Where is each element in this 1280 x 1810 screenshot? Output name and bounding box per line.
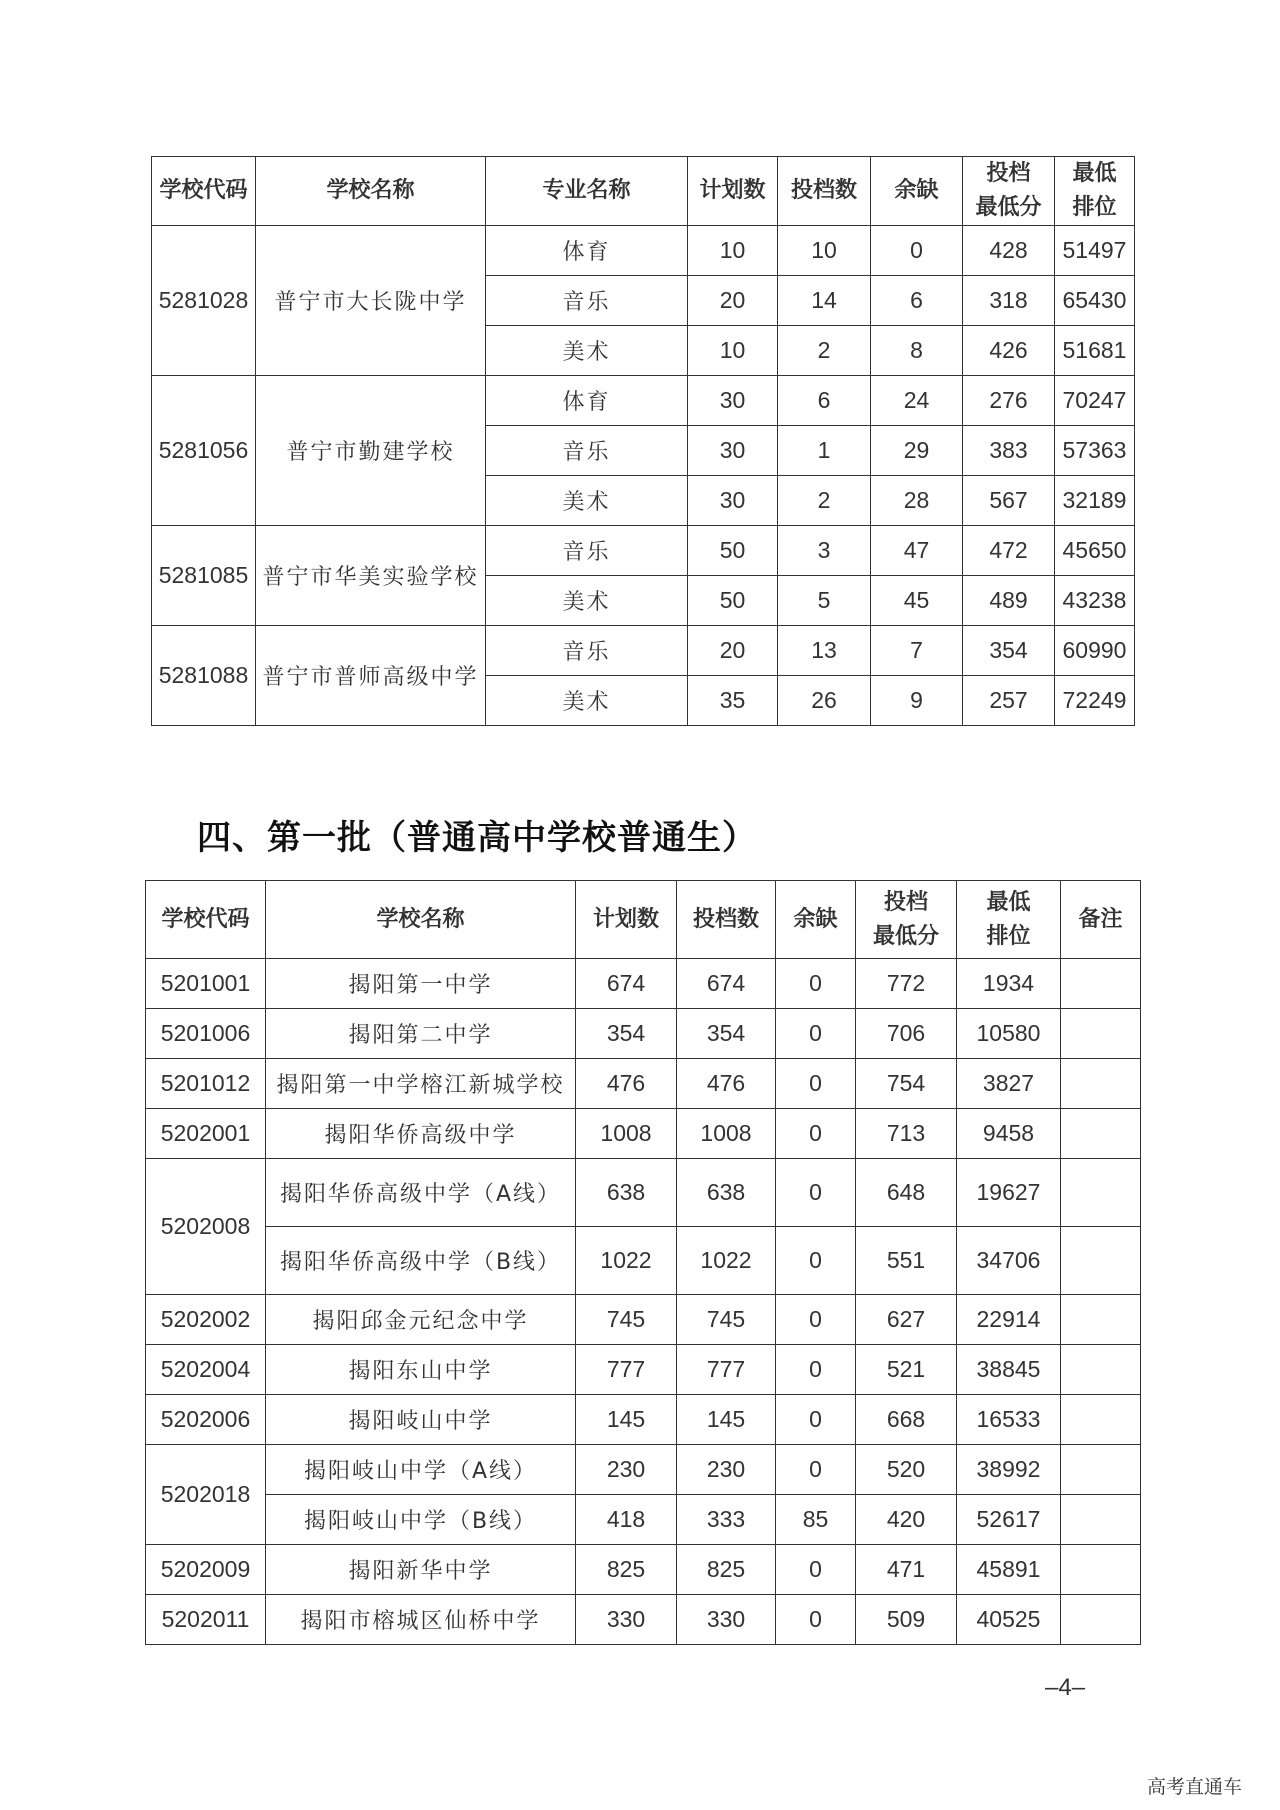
min-rank-cell: 72249	[1055, 676, 1135, 726]
admitted-cell: 476	[677, 1059, 776, 1109]
admitted-cell: 354	[677, 1009, 776, 1059]
note-cell	[1061, 1159, 1141, 1227]
table-row	[146, 1395, 1141, 1445]
plan-cell: 20	[688, 626, 778, 676]
note-cell	[1061, 1009, 1141, 1059]
plan-cell: 10	[688, 226, 778, 276]
school-name-cell: 普宁市勤建学校	[256, 376, 486, 526]
min-rank-cell: 51497	[1055, 226, 1135, 276]
min-score-cell: 428	[963, 226, 1055, 276]
plan-cell: 30	[688, 376, 778, 426]
major-cell: 音乐	[486, 626, 688, 676]
admitted-cell: 2	[778, 476, 871, 526]
min-score-cell: 472	[963, 526, 1055, 576]
note-cell	[1061, 1395, 1141, 1445]
min-rank-cell: 57363	[1055, 426, 1135, 476]
table-row	[146, 959, 1141, 1009]
header-plan: 计划数	[688, 157, 778, 226]
school-name-cell: 揭阳新华中学	[266, 1545, 576, 1595]
header-admitted: 投档数	[778, 157, 871, 226]
min-rank-cell: 3827	[957, 1059, 1061, 1109]
school-code-cell: 5281056	[152, 376, 256, 526]
header-remaining: 余缺	[776, 881, 856, 959]
min-rank-cell: 65430	[1055, 276, 1135, 326]
min-rank-cell: 1934	[957, 959, 1061, 1009]
plan-cell: 825	[576, 1545, 677, 1595]
table-header-row	[146, 881, 1141, 959]
note-cell	[1061, 1545, 1141, 1595]
remaining-cell: 6	[871, 276, 963, 326]
remaining-cell: 7	[871, 626, 963, 676]
school-name-cell: 揭阳岐山中学（A线）	[266, 1445, 576, 1495]
min-score-cell: 318	[963, 276, 1055, 326]
table-row	[146, 1545, 1141, 1595]
plan-cell: 418	[576, 1495, 677, 1545]
school-name-cell: 揭阳岐山中学（B线）	[266, 1495, 576, 1545]
table-row	[146, 1495, 1141, 1545]
table-row	[152, 526, 1135, 576]
note-cell	[1061, 1595, 1141, 1645]
major-cell: 音乐	[486, 526, 688, 576]
min-score-cell: 509	[856, 1595, 957, 1645]
table-row	[146, 1295, 1141, 1345]
table-row	[146, 1445, 1141, 1495]
min-score-cell: 713	[856, 1109, 957, 1159]
admitted-cell: 333	[677, 1495, 776, 1545]
min-rank-cell: 34706	[957, 1227, 1061, 1295]
note-cell	[1061, 1495, 1141, 1545]
school-code-cell: 5202018	[146, 1445, 266, 1545]
admitted-cell: 330	[677, 1595, 776, 1645]
major-cell: 美术	[486, 476, 688, 526]
note-cell	[1061, 1109, 1141, 1159]
major-cell: 音乐	[486, 426, 688, 476]
remaining-cell: 24	[871, 376, 963, 426]
school-name-cell: 揭阳市榕城区仙桥中学	[266, 1595, 576, 1645]
min-score-cell: 276	[963, 376, 1055, 426]
min-rank-cell: 9458	[957, 1109, 1061, 1159]
min-score-cell: 521	[856, 1345, 957, 1395]
school-code-cell: 5201012	[146, 1059, 266, 1109]
table-row	[146, 1345, 1141, 1395]
plan-cell: 1022	[576, 1227, 677, 1295]
note-cell	[1061, 959, 1141, 1009]
school-code-cell: 5202009	[146, 1545, 266, 1595]
min-rank-cell: 32189	[1055, 476, 1135, 526]
remaining-cell: 85	[776, 1495, 856, 1545]
header-min-rank: 最低 排位	[957, 881, 1061, 959]
header-school-code: 学校代码	[152, 157, 256, 226]
min-score-cell: 489	[963, 576, 1055, 626]
min-score-cell: 551	[856, 1227, 957, 1295]
plan-cell: 145	[576, 1395, 677, 1445]
min-score-cell: 754	[856, 1059, 957, 1109]
table-row	[146, 1059, 1141, 1109]
remaining-cell: 0	[776, 1227, 856, 1295]
table-row	[152, 626, 1135, 676]
remaining-cell: 47	[871, 526, 963, 576]
school-code-cell: 5202008	[146, 1159, 266, 1295]
school-name-cell: 普宁市普师高级中学	[256, 626, 486, 726]
min-rank-cell: 10580	[957, 1009, 1061, 1059]
min-rank-cell: 19627	[957, 1159, 1061, 1227]
header-min-score: 投档 最低分	[856, 881, 957, 959]
remaining-cell: 9	[871, 676, 963, 726]
page-number: –4–	[1045, 1674, 1086, 1701]
admitted-cell: 638	[677, 1159, 776, 1227]
school-name-cell: 揭阳华侨高级中学（A线）	[266, 1159, 576, 1227]
min-score-cell: 426	[963, 326, 1055, 376]
min-score-cell: 471	[856, 1545, 957, 1595]
table-row	[146, 1227, 1141, 1295]
note-cell	[1061, 1345, 1141, 1395]
school-name-cell: 揭阳邱金元纪念中学	[266, 1295, 576, 1345]
plan-cell: 476	[576, 1059, 677, 1109]
school-name-cell: 揭阳东山中学	[266, 1345, 576, 1395]
header-school-name: 学校名称	[256, 157, 486, 226]
admitted-cell: 825	[677, 1545, 776, 1595]
min-rank-cell: 70247	[1055, 376, 1135, 426]
plan-cell: 777	[576, 1345, 677, 1395]
header-remaining: 余缺	[871, 157, 963, 226]
remaining-cell: 0	[871, 226, 963, 276]
major-cell: 音乐	[486, 276, 688, 326]
school-name-cell: 普宁市华美实验学校	[256, 526, 486, 626]
admitted-cell: 230	[677, 1445, 776, 1495]
min-rank-cell: 22914	[957, 1295, 1061, 1345]
admitted-cell: 145	[677, 1395, 776, 1445]
school-name-cell: 揭阳华侨高级中学	[266, 1109, 576, 1159]
admitted-cell: 5	[778, 576, 871, 626]
school-code-cell: 5281088	[152, 626, 256, 726]
min-score-cell: 706	[856, 1009, 957, 1059]
plan-cell: 35	[688, 676, 778, 726]
plan-cell: 30	[688, 476, 778, 526]
major-cell: 美术	[486, 576, 688, 626]
major-cell: 美术	[486, 326, 688, 376]
plan-cell: 50	[688, 576, 778, 626]
table-row	[146, 1009, 1141, 1059]
school-name-cell: 揭阳华侨高级中学（B线）	[266, 1227, 576, 1295]
school-code-cell: 5202011	[146, 1595, 266, 1645]
header-note: 备注	[1061, 881, 1141, 959]
admitted-cell: 13	[778, 626, 871, 676]
min-rank-cell: 45650	[1055, 526, 1135, 576]
remaining-cell: 0	[776, 1345, 856, 1395]
min-rank-cell: 40525	[957, 1595, 1061, 1645]
watermark-text: 高考直通车	[1147, 1776, 1243, 1798]
header-major: 专业名称	[486, 157, 688, 226]
school-name-cell: 揭阳第一中学	[266, 959, 576, 1009]
min-rank-cell: 51681	[1055, 326, 1135, 376]
school-code-cell: 5281028	[152, 226, 256, 376]
min-score-cell: 648	[856, 1159, 957, 1227]
plan-cell: 745	[576, 1295, 677, 1345]
remaining-cell: 0	[776, 1595, 856, 1645]
plan-cell: 638	[576, 1159, 677, 1227]
table-row	[152, 376, 1135, 426]
remaining-cell: 0	[776, 1295, 856, 1345]
remaining-cell: 28	[871, 476, 963, 526]
header-min-score: 投档 最低分	[963, 157, 1055, 226]
remaining-cell: 0	[776, 1109, 856, 1159]
major-cell: 美术	[486, 676, 688, 726]
remaining-cell: 0	[776, 1009, 856, 1059]
header-admitted: 投档数	[677, 881, 776, 959]
header-school-code: 学校代码	[146, 881, 266, 959]
school-name-cell: 揭阳第二中学	[266, 1009, 576, 1059]
admitted-cell: 674	[677, 959, 776, 1009]
major-cell: 体育	[486, 226, 688, 276]
plan-cell: 20	[688, 276, 778, 326]
school-code-cell: 5202006	[146, 1395, 266, 1445]
art-admission-table	[151, 156, 1135, 726]
min-rank-cell: 45891	[957, 1545, 1061, 1595]
min-score-cell: 257	[963, 676, 1055, 726]
plan-cell: 50	[688, 526, 778, 576]
min-score-cell: 420	[856, 1495, 957, 1545]
admitted-cell: 3	[778, 526, 871, 576]
table-row	[146, 1109, 1141, 1159]
min-rank-cell: 38845	[957, 1345, 1061, 1395]
min-score-cell: 668	[856, 1395, 957, 1445]
major-cell: 体育	[486, 376, 688, 426]
remaining-cell: 0	[776, 1445, 856, 1495]
first-batch-admission-table	[145, 880, 1141, 1645]
school-name-cell: 揭阳岐山中学	[266, 1395, 576, 1445]
table-row	[152, 226, 1135, 276]
admitted-cell: 745	[677, 1295, 776, 1345]
note-cell	[1061, 1295, 1141, 1345]
admitted-cell: 26	[778, 676, 871, 726]
admitted-cell: 2	[778, 326, 871, 376]
min-rank-cell: 43238	[1055, 576, 1135, 626]
plan-cell: 30	[688, 426, 778, 476]
table-row	[146, 1595, 1141, 1645]
remaining-cell: 8	[871, 326, 963, 376]
admitted-cell: 777	[677, 1345, 776, 1395]
note-cell	[1061, 1227, 1141, 1295]
min-score-cell: 772	[856, 959, 957, 1009]
remaining-cell: 0	[776, 959, 856, 1009]
plan-cell: 354	[576, 1009, 677, 1059]
school-code-cell: 5202004	[146, 1345, 266, 1395]
table-row	[146, 1159, 1141, 1227]
school-name-cell: 揭阳第一中学榕江新城学校	[266, 1059, 576, 1109]
plan-cell: 1008	[576, 1109, 677, 1159]
min-rank-cell: 60990	[1055, 626, 1135, 676]
school-code-cell: 5281085	[152, 526, 256, 626]
admitted-cell: 10	[778, 226, 871, 276]
header-school-name: 学校名称	[266, 881, 576, 959]
admitted-cell: 1022	[677, 1227, 776, 1295]
remaining-cell: 0	[776, 1395, 856, 1445]
min-rank-cell: 52617	[957, 1495, 1061, 1545]
school-code-cell: 5201001	[146, 959, 266, 1009]
admitted-cell: 1	[778, 426, 871, 476]
min-rank-cell: 16533	[957, 1395, 1061, 1445]
min-score-cell: 520	[856, 1445, 957, 1495]
min-score-cell: 627	[856, 1295, 957, 1345]
school-code-cell: 5202002	[146, 1295, 266, 1345]
min-rank-cell: 38992	[957, 1445, 1061, 1495]
remaining-cell: 0	[776, 1059, 856, 1109]
min-score-cell: 354	[963, 626, 1055, 676]
remaining-cell: 45	[871, 576, 963, 626]
plan-cell: 10	[688, 326, 778, 376]
admitted-cell: 14	[778, 276, 871, 326]
plan-cell: 330	[576, 1595, 677, 1645]
remaining-cell: 29	[871, 426, 963, 476]
note-cell	[1061, 1059, 1141, 1109]
admitted-cell: 1008	[677, 1109, 776, 1159]
min-score-cell: 383	[963, 426, 1055, 476]
note-cell	[1061, 1445, 1141, 1495]
admitted-cell: 6	[778, 376, 871, 426]
table-header-row	[152, 157, 1135, 226]
header-plan: 计划数	[576, 881, 677, 959]
school-code-cell: 5201006	[146, 1009, 266, 1059]
plan-cell: 230	[576, 1445, 677, 1495]
remaining-cell: 0	[776, 1545, 856, 1595]
school-code-cell: 5202001	[146, 1109, 266, 1159]
school-name-cell: 普宁市大长陇中学	[256, 226, 486, 376]
remaining-cell: 0	[776, 1159, 856, 1227]
min-score-cell: 567	[963, 476, 1055, 526]
plan-cell: 674	[576, 959, 677, 1009]
header-min-rank: 最低 排位	[1055, 157, 1135, 226]
section-title: 四、第一批（普通高中学校普通生）	[197, 818, 757, 858]
